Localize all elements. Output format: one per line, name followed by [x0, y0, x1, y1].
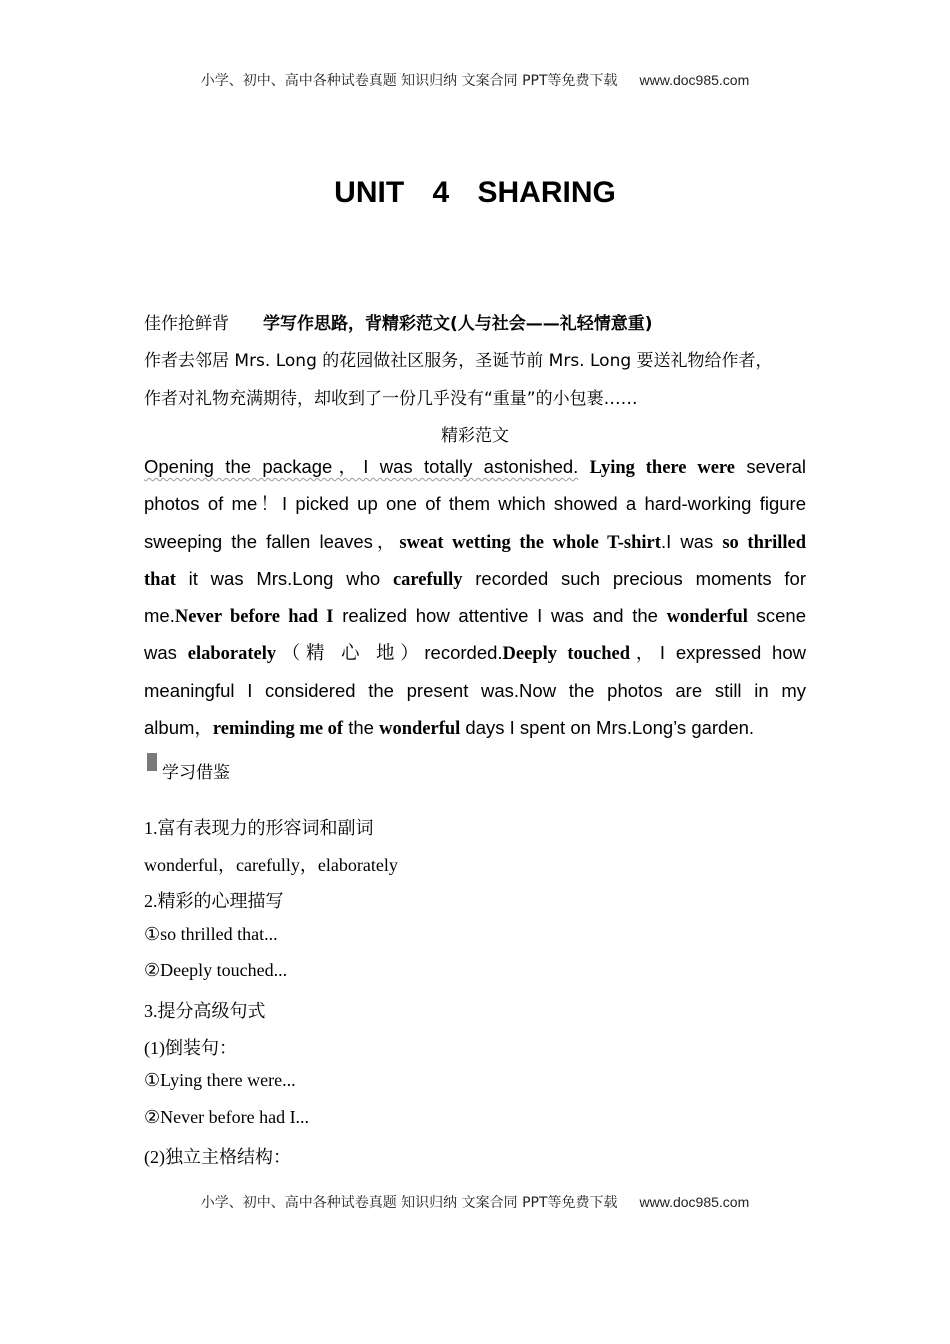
essay-text: was: [144, 642, 188, 664]
essay-text: me.: [144, 605, 175, 627]
learning-heading: 学习借鉴: [162, 763, 230, 783]
learning-item: ①so thrilled that...: [144, 923, 278, 944]
essay-text: （精 心 地）recorded.: [276, 642, 503, 664]
essay-text: days I spent on Mrs.Long’s garden.: [460, 717, 755, 739]
essay-highlight: Deeply touched: [502, 644, 631, 665]
learning-item: 1.富有表现力的形容词和副词: [144, 818, 374, 838]
essay-highlight: wonderful: [666, 607, 748, 628]
section-label: 佳作抢鲜背: [144, 314, 229, 334]
essay-line: [144, 638, 806, 675]
essay-line: [144, 676, 806, 713]
page-header: [0, 70, 950, 90]
essay-text: scene: [747, 605, 806, 627]
learning-item: (1)倒装句：: [144, 1037, 237, 1058]
essay-title: 精彩范文: [441, 426, 509, 446]
header-text: 小学、初中、高中各种试卷真题 知识归纳 文案合同 PPT等免费下载: [200, 73, 618, 89]
section-subtitle: 学写作思路，背精彩范文(人与社会——礼轻情意重): [263, 314, 653, 334]
learning-item: 2.精彩的心理描写: [144, 891, 284, 912]
essay-highlight: that: [144, 569, 176, 590]
essay-text: the: [343, 717, 380, 739]
intro-line: 作者对礼物充满期待，却收到了一份几乎没有“重量”的小包裹……: [144, 389, 638, 409]
essay-text: Opening the package，I was totally astonished.: [144, 456, 579, 477]
essay-highlight: wonderful: [379, 719, 461, 740]
essay-line: [144, 452, 806, 489]
section-heading: [144, 309, 653, 334]
essay-text: [578, 456, 589, 477]
essay-text: meaningful I considered the present was.Now the photos are still in my: [144, 679, 806, 701]
intro-line: 作者去邻居 Mrs. Long 的花园做社区服务，圣诞节前 Mrs. Long 要送礼物给作者，: [144, 351, 773, 371]
essay-line: [144, 527, 806, 564]
footer-text: 小学、初中、高中各种试卷真题 知识归纳 文案合同 PPT等免费下载: [200, 1195, 618, 1211]
header-url[interactable]: www.doc985.com: [639, 72, 750, 88]
essay-text: several: [735, 456, 807, 477]
essay-highlight: Lying there were: [589, 458, 736, 478]
essay-highlight: sweat wetting the whole T-shirt: [399, 532, 661, 553]
essay-highlight: Never before had I: [174, 607, 334, 628]
essay-text: photos of me！I picked up one of them which showed a hard-working figure: [144, 493, 806, 515]
essay-text: ，I expressed how: [630, 642, 806, 664]
page-footer: [0, 1192, 950, 1212]
essay-text: .I was: [660, 530, 723, 552]
essay-text: it was Mrs.Long who: [175, 567, 393, 589]
learning-item: ②Deeply touched...: [144, 960, 288, 981]
essay-paragraph: [144, 452, 806, 750]
essay-text: realized how attentive I was and the: [333, 605, 667, 627]
essay-text: recorded such precious moments for: [462, 567, 807, 589]
footer-url[interactable]: www.doc985.com: [639, 1194, 750, 1210]
essay-highlight: so thrilled: [722, 532, 806, 553]
essay-text: sweeping the fallen leaves，: [144, 530, 400, 552]
essay-highlight: elaborately: [187, 644, 277, 665]
page-title: UNIT 4 SHARING: [334, 176, 616, 209]
essay-highlight: reminding me of: [212, 719, 344, 740]
essay-highlight: carefully: [392, 569, 463, 590]
essay-line: [144, 601, 806, 638]
learning-item: (2)独立主格结构：: [144, 1147, 291, 1168]
learning-item: ②Never before had I...: [144, 1106, 310, 1127]
learning-item: wonderful，carefully，elaborately: [144, 854, 398, 875]
section-marker-icon: [147, 753, 157, 771]
essay-line: [144, 713, 806, 750]
learning-item: 3.提分高级句式: [144, 1001, 266, 1021]
essay-line: [144, 489, 806, 526]
learning-item: ①Lying there were...: [144, 1070, 296, 1091]
essay-text: album，: [144, 717, 213, 739]
essay-line: [144, 564, 806, 601]
